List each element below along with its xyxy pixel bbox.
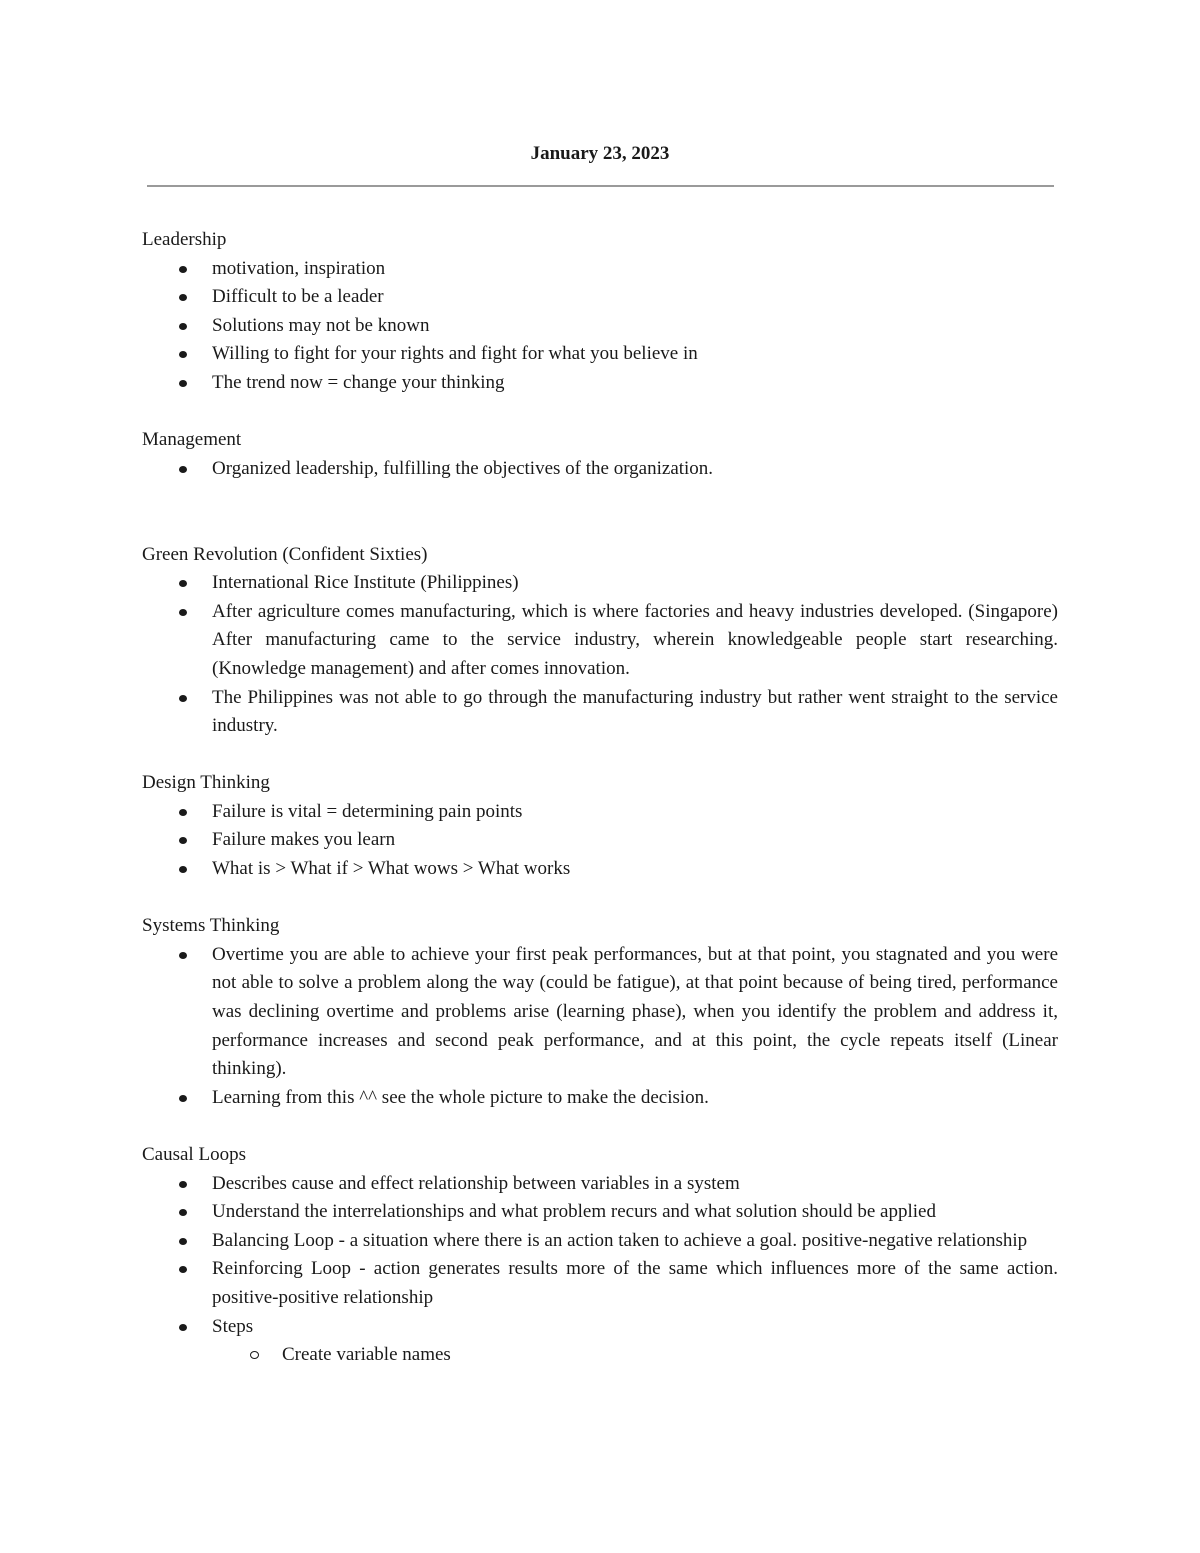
bullet-list <box>142 255 1058 398</box>
section-heading: Leadership <box>142 229 227 250</box>
section-management <box>142 426 1058 483</box>
list-item-text: Solutions may not be known <box>212 314 430 336</box>
bullet-icon <box>179 1095 187 1102</box>
list-item-text: Balancing Loop - a situation where there is an action taken to achieve a goal. positive-negative relationship <box>212 1229 1028 1251</box>
section-leadership <box>142 226 1058 398</box>
list-item <box>142 1170 1058 1199</box>
document-title: January 23, 2023 <box>530 143 670 164</box>
bullet-icon <box>179 1209 187 1216</box>
bullet-icon <box>179 809 187 816</box>
list-item <box>142 455 1058 484</box>
list-item <box>142 1227 1058 1256</box>
sub-list-item <box>212 1341 1058 1370</box>
section-systems-thinking <box>142 912 1058 1112</box>
list-item <box>142 255 1058 284</box>
sub-list-item-text: Create variable names <box>282 1344 451 1366</box>
list-item <box>142 369 1058 398</box>
hollow-bullet-icon <box>250 1351 259 1359</box>
list-item <box>142 798 1058 827</box>
section-design-thinking <box>142 769 1058 883</box>
bullet-icon <box>179 1324 187 1331</box>
list-item <box>142 283 1058 312</box>
bullet-list <box>142 455 1058 484</box>
list-item <box>142 1084 1058 1113</box>
list-item-text: Learning from this ^^ see the whole picture to make the decision. <box>212 1086 709 1108</box>
bullet-list <box>142 941 1058 1113</box>
title-divider <box>147 185 1054 187</box>
section-heading: Causal Loops <box>142 1144 246 1165</box>
list-item-text: Reinforcing Loop - action generates results more of the same which influences more of the same action. positive-positive relationship <box>212 1258 1058 1308</box>
list-item-text: The Philippines was not able to go through the manufacturing industry but rather went straight to the service industry. <box>212 686 1058 737</box>
list-item <box>142 312 1058 341</box>
sub-list <box>212 1341 1058 1370</box>
bullet-list <box>142 569 1058 741</box>
bullet-icon <box>179 695 187 702</box>
section-heading: Green Revolution (Confident Sixties) <box>142 543 428 565</box>
bullet-icon <box>179 266 187 273</box>
section-heading: Design Thinking <box>142 772 270 794</box>
list-item-text: Willing to fight for your rights and fight for what you believe in <box>212 343 698 365</box>
bullet-icon <box>179 351 187 358</box>
bullet-icon <box>179 866 187 873</box>
list-item-text: International Rice Institute (Philippines) <box>212 572 519 594</box>
list-item <box>142 684 1058 741</box>
list-item-text: motivation, inspiration <box>212 257 386 279</box>
bullet-icon <box>179 380 187 387</box>
list-item <box>142 569 1058 598</box>
bullet-icon <box>179 1238 187 1245</box>
list-item-text: Overtime you are able to achieve your first peak performances, but at that point, you stagnated and you were not able to solve a problem along the way (could be fatigue), at that point because of being tired, performance was declining overtime and problems arise (learning phase), when you identify the problem and address it, performance increases and second peak performance, and at this point, the cycle repeats itself (Linear thinking). <box>212 943 1058 1080</box>
section-heading: Management <box>142 429 242 451</box>
list-item <box>142 1198 1058 1227</box>
section-green-revolution <box>142 541 1058 741</box>
bullet-icon <box>179 1181 187 1188</box>
list-item <box>142 1255 1058 1312</box>
bullet-list <box>142 1170 1058 1370</box>
bullet-icon <box>179 837 187 844</box>
bullet-icon <box>179 294 187 301</box>
list-item <box>142 941 1058 1084</box>
list-item-text: Understand the interrelationships and what problem recurs and what solution should be applied <box>212 1201 936 1223</box>
list-item <box>142 340 1058 369</box>
list-item <box>142 826 1058 855</box>
list-item <box>142 1313 1058 1370</box>
list-item-text: Describes cause and effect relationship between variables in a system <box>212 1172 740 1194</box>
section-heading: Systems Thinking <box>142 915 280 937</box>
bullet-list <box>142 798 1058 884</box>
list-item-text: What is > What if > What wows > What works <box>212 858 571 880</box>
list-item <box>142 598 1058 684</box>
list-item-text: Difficult to be a leader <box>212 286 384 308</box>
document-body <box>142 226 1058 1398</box>
list-item-text: After agriculture comes manufacturing, which is where factories and heavy industries developed. (Singapore) After manufacturing came to the service industry, wherein knowledgeable people start researching. (Knowledge management) and after comes innovation. <box>212 600 1058 679</box>
bullet-icon <box>179 609 187 616</box>
bullet-icon <box>179 580 187 587</box>
list-item-text: The trend now = change your thinking <box>212 371 505 393</box>
list-item-text: Organized leadership, fulfilling the objectives of the organization. <box>212 457 714 479</box>
list-item-text: Steps <box>212 1315 254 1337</box>
bullet-icon <box>179 952 187 959</box>
bullet-icon <box>179 1266 187 1273</box>
bullet-icon <box>179 323 187 330</box>
bullet-icon <box>179 466 187 473</box>
section-causal-loops <box>142 1141 1058 1370</box>
list-item <box>142 855 1058 884</box>
list-item-text: Failure is vital = determining pain points <box>212 800 523 822</box>
list-item-text: Failure makes you learn <box>212 829 396 851</box>
